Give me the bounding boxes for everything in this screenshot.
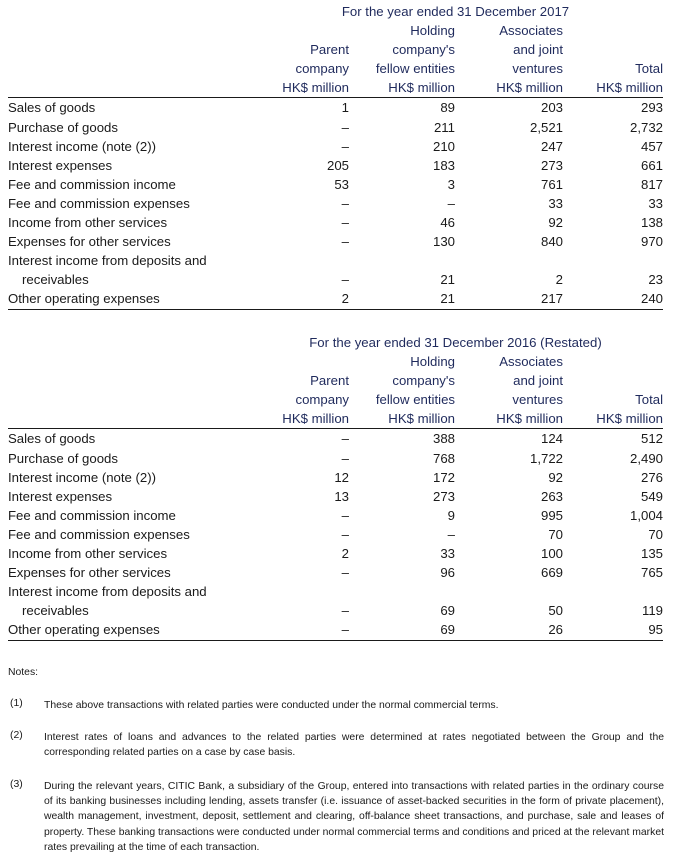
fellow-value: 183 — [432, 157, 455, 173]
assoc-value — [455, 582, 563, 601]
parent-value: – — [341, 138, 349, 154]
total-header: HK$ million — [563, 78, 663, 98]
assoc-value: 26 — [455, 620, 563, 640]
assoc-value: 124 — [540, 431, 563, 447]
total-value: 512 — [640, 431, 663, 447]
table-row — [8, 525, 663, 544]
parent-header — [248, 21, 349, 40]
column-header-row — [8, 40, 663, 59]
parent-value — [248, 251, 349, 270]
table-row — [8, 620, 663, 640]
assoc-value: 1,722 — [529, 450, 563, 466]
assoc-value: 50 — [548, 603, 563, 619]
note-text: During the relevant years, CITIC Bank, a subsidiary of the Group, entered into transactions with related parties in the ordinary course of its banking businesses including lending, assets transfer (i.e. issuance of asset-backed securities in the form of private placement), wealth management, investment, deposit, settlement and clearing, off-balance sheet transactions, and purchase, sale and leases of property. These banking transactions were conducted under normal commercial terms and conditions and priced at the relevant market rates prevailing at the time of each transaction. — [44, 781, 664, 853]
row-label: Fee and commission expenses — [8, 526, 190, 542]
row-label: Interest income from deposits and — [8, 253, 207, 269]
table-row — [8, 563, 663, 582]
parent-value: – — [341, 565, 349, 581]
fellow-value: 3 — [447, 176, 455, 192]
total-value — [563, 582, 663, 601]
fellow-value: 21 — [349, 289, 455, 309]
parent-header: company — [295, 392, 349, 408]
table-row — [8, 118, 663, 137]
assoc-value: 2 — [555, 272, 563, 288]
total-header: Total — [635, 61, 663, 77]
row-label: Interest income (note (2)) — [8, 138, 157, 154]
total-value: 119 — [641, 603, 663, 619]
row-label: Income from other services — [8, 546, 168, 562]
row-label: Fee and commission income — [8, 176, 176, 192]
row-label: Expenses for other services — [8, 565, 171, 581]
row-label: Interest income from deposits and — [8, 584, 207, 600]
blank-cell — [8, 2, 248, 21]
total-value: 765 — [640, 565, 663, 581]
note-text: These above transactions with related parties were conducted under the normal commercial terms. — [44, 700, 499, 711]
note-item — [8, 698, 664, 713]
total-value: 970 — [640, 234, 663, 250]
row-label: receivables — [22, 272, 89, 288]
total-value: 549 — [640, 488, 663, 504]
fellow-value: 89 — [440, 100, 455, 116]
table-row — [8, 156, 663, 175]
label-header — [8, 390, 248, 409]
table-row — [8, 601, 663, 620]
table-row — [8, 270, 663, 289]
note-item — [8, 730, 664, 760]
assoc-value: 761 — [540, 176, 563, 192]
assoc-value: 273 — [540, 157, 563, 173]
total-value: 240 — [563, 289, 663, 309]
total-value: 135 — [640, 546, 663, 562]
fellow-header: fellow entities — [375, 392, 455, 408]
total-value: 1,004 — [629, 507, 663, 523]
note-item — [8, 779, 664, 855]
total-value: 23 — [648, 272, 663, 288]
label-header — [8, 371, 248, 390]
assoc-value: 263 — [540, 488, 563, 504]
column-header-row — [8, 371, 663, 390]
fellow-header: company's — [392, 373, 455, 389]
parent-value: – — [341, 234, 349, 250]
row-label: Sales of goods — [8, 100, 96, 116]
table-row — [8, 251, 663, 270]
fellow-header: HK$ million — [349, 78, 455, 98]
table-row — [8, 449, 663, 468]
column-header-row — [8, 78, 663, 98]
blank-cell — [8, 333, 248, 352]
table-row — [8, 289, 663, 309]
label-header — [8, 40, 248, 59]
row-label: Other operating expenses — [8, 289, 248, 309]
row-label: Other operating expenses — [8, 620, 248, 640]
row-label: Purchase of goods — [8, 450, 118, 466]
assoc-value: 70 — [548, 526, 563, 542]
table-row — [8, 544, 663, 563]
fellow-value: 768 — [432, 450, 455, 466]
row-label: Income from other services — [8, 215, 168, 231]
table-row — [8, 429, 663, 449]
assoc-value: 840 — [540, 234, 563, 250]
fellow-value: 21 — [440, 272, 455, 288]
row-label: Interest expenses — [8, 157, 113, 173]
total-header: Total — [635, 392, 663, 408]
parent-value: 2 — [248, 289, 349, 309]
row-label: Sales of goods — [8, 431, 96, 447]
assoc-value: 2,521 — [529, 119, 563, 135]
row-label: Fee and commission income — [8, 507, 176, 523]
assoc-value: 247 — [540, 138, 563, 154]
total-header — [563, 352, 663, 371]
total-value: 95 — [563, 620, 663, 640]
column-header-row — [8, 390, 663, 409]
assoc-header: Associates — [499, 354, 563, 370]
parent-header: HK$ million — [248, 78, 349, 98]
total-header — [563, 371, 663, 390]
parent-value: – — [341, 431, 349, 447]
fellow-value: 96 — [440, 565, 455, 581]
assoc-value: 203 — [540, 100, 563, 116]
fellow-header: Holding — [410, 23, 455, 39]
total-value: 276 — [640, 469, 663, 485]
fellow-value: – — [447, 526, 455, 542]
assoc-value: 92 — [548, 215, 563, 231]
row-label: Interest income (note (2)) — [8, 469, 157, 485]
total-value: 457 — [640, 138, 663, 154]
table-row — [8, 194, 663, 213]
table-2016-restated — [8, 333, 663, 641]
parent-value: – — [341, 603, 349, 619]
period-header-row — [8, 333, 663, 352]
fellow-value: 69 — [440, 603, 455, 619]
fellow-value: 130 — [432, 234, 455, 250]
parent-header: company — [295, 61, 349, 77]
assoc-header: ventures — [512, 392, 563, 408]
total-header — [563, 21, 663, 40]
total-value: 2,732 — [629, 119, 663, 135]
fellow-header: fellow entities — [375, 61, 455, 77]
fellow-value: 46 — [440, 215, 455, 231]
assoc-value: 92 — [548, 469, 563, 485]
column-header-row — [8, 59, 663, 78]
parent-header: HK$ million — [248, 409, 349, 429]
assoc-header: and joint — [513, 42, 563, 58]
table-row — [8, 506, 663, 525]
table-row — [8, 487, 663, 506]
total-value: 138 — [640, 215, 663, 231]
table-row — [8, 232, 663, 251]
total-value — [563, 251, 663, 270]
fellow-header: company's — [392, 42, 455, 58]
table-row — [8, 468, 663, 487]
label-header — [8, 21, 248, 40]
fellow-value: 273 — [432, 488, 455, 504]
row-label: Purchase of goods — [8, 119, 118, 135]
parent-value: – — [248, 620, 349, 640]
parent-header: Parent — [310, 373, 349, 389]
parent-value: – — [341, 450, 349, 466]
assoc-value: 33 — [548, 195, 563, 211]
fellow-value: 69 — [349, 620, 455, 640]
parent-header — [248, 352, 349, 371]
table-row — [8, 213, 663, 232]
total-header — [563, 40, 663, 59]
parent-value: 1 — [341, 100, 349, 116]
label-header — [8, 59, 248, 78]
fellow-value — [349, 582, 455, 601]
total-value: 661 — [640, 157, 663, 173]
total-value: 2,490 — [629, 450, 663, 466]
parent-value: – — [341, 507, 349, 523]
total-header: HK$ million — [563, 409, 663, 429]
fellow-value: 211 — [433, 119, 455, 135]
total-value: 293 — [640, 100, 663, 116]
note-number: (2) — [10, 730, 23, 741]
column-header-row — [8, 409, 663, 429]
note-number: (3) — [10, 779, 23, 790]
fellow-header: Holding — [410, 354, 455, 370]
parent-value: – — [341, 526, 349, 542]
label-header — [8, 78, 248, 98]
parent-value: 205 — [326, 157, 349, 173]
fellow-value: 210 — [432, 138, 455, 154]
fellow-value: 33 — [440, 546, 455, 562]
parent-value: – — [341, 119, 349, 135]
fellow-value: 9 — [447, 507, 455, 523]
assoc-value: 217 — [455, 289, 563, 309]
total-value: 817 — [640, 176, 663, 192]
table-2017 — [8, 2, 663, 310]
total-value: 70 — [648, 526, 663, 542]
assoc-header: ventures — [512, 61, 563, 77]
note-text: Interest rates of loans and advances to the related parties were determined at rates negotiated between the Group and the corresponding related parties on a case by case basis. — [44, 732, 664, 759]
column-header-row — [8, 21, 663, 40]
table-row — [8, 175, 663, 194]
notes-title: Notes: — [8, 667, 39, 678]
column-header-row — [8, 352, 663, 371]
row-label: Fee and commission expenses — [8, 195, 190, 211]
fellow-header: HK$ million — [349, 409, 455, 429]
parent-value: – — [341, 272, 349, 288]
parent-value — [248, 582, 349, 601]
label-header — [8, 409, 248, 429]
period-title: For the year ended 31 December 2016 (Restated) — [309, 335, 602, 350]
row-label: Interest expenses — [8, 488, 113, 504]
assoc-header: HK$ million — [455, 78, 563, 98]
table-row — [8, 98, 663, 118]
assoc-header: and joint — [513, 373, 563, 389]
fellow-value: 172 — [432, 469, 455, 485]
parent-value: 53 — [334, 176, 349, 192]
assoc-header: Associates — [499, 23, 563, 39]
total-value: 33 — [648, 195, 663, 211]
fellow-value: – — [447, 195, 455, 211]
parent-value: – — [341, 195, 349, 211]
parent-header: Parent — [310, 42, 349, 58]
row-label: Expenses for other services — [8, 234, 171, 250]
assoc-header: HK$ million — [455, 409, 563, 429]
fellow-value — [349, 251, 455, 270]
parent-value: 12 — [334, 469, 349, 485]
period-title: For the year ended 31 December 2017 — [341, 4, 570, 19]
note-number: (1) — [10, 698, 23, 709]
row-label: receivables — [22, 603, 89, 619]
assoc-value: 995 — [540, 507, 563, 523]
parent-value: – — [341, 215, 349, 231]
fellow-value: 388 — [432, 431, 455, 447]
assoc-value — [455, 251, 563, 270]
period-header-row — [8, 2, 663, 21]
parent-value: 13 — [334, 488, 349, 504]
label-header — [8, 352, 248, 371]
assoc-value: 669 — [540, 565, 563, 581]
table-row — [8, 582, 663, 601]
assoc-value: 100 — [540, 546, 563, 562]
table-row — [8, 137, 663, 156]
parent-value: 2 — [341, 546, 349, 562]
